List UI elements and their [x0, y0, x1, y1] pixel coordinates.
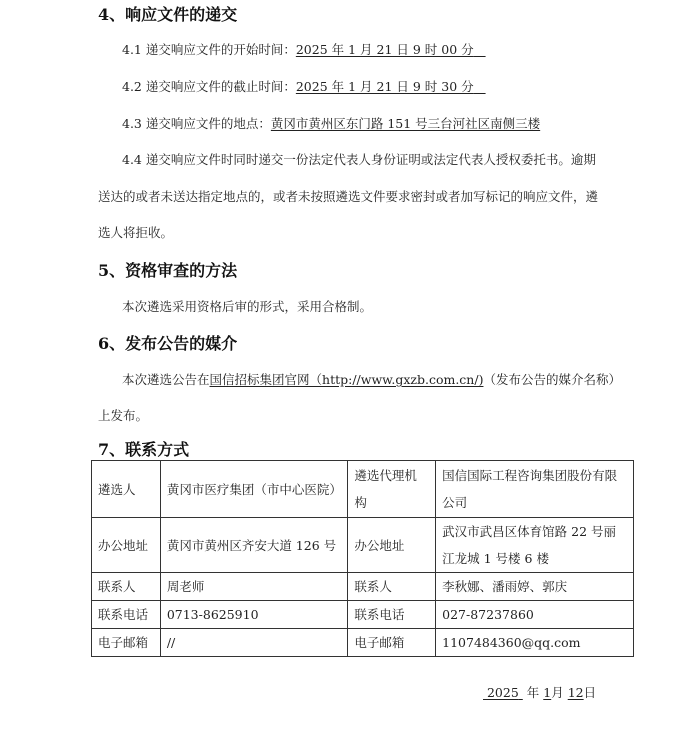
start-time-value: 2025 年 1 月 21 日 9 时 00 分: [295, 42, 474, 57]
cell-label: 联系电话: [92, 601, 161, 629]
cell-value: 周老师: [160, 573, 348, 601]
date-day: 12: [567, 685, 584, 700]
section-5-heading: 5、资格审查的方法: [98, 261, 238, 280]
cell-value: 李秋娜、潘雨婷、郭庆: [436, 573, 634, 601]
table-row: [92, 629, 634, 657]
text-pre: 本次遴选公告在: [122, 372, 210, 387]
section-6-text: [122, 372, 621, 388]
date-month: 1: [543, 685, 552, 700]
cell-label: 电子邮箱: [92, 629, 161, 657]
section-5-text: 本次遴选采用资格后审的形式，采用合格制。: [122, 299, 373, 314]
signature-date: [483, 683, 596, 701]
section-6-heading: 6、发布公告的媒介: [98, 334, 238, 353]
cell-label: 办公地址: [92, 518, 161, 573]
end-time-line: [122, 79, 486, 95]
end-time-label: 4.2 递交响应文件的截止时间：: [122, 79, 296, 94]
table-row: [92, 461, 634, 518]
location-value: 黄冈市黄州区东门路 151 号三台河社区南侧三楼: [270, 116, 541, 131]
section-4-heading: 4、响应文件的递交: [98, 5, 238, 24]
start-time-line: [122, 42, 486, 58]
table-row: [92, 601, 634, 629]
cell-label: 联系人: [92, 573, 161, 601]
month-char: 月: [551, 685, 564, 700]
end-time-value: 2025 年 1 月 21 日 9 时 30 分: [295, 79, 474, 94]
table-row: [92, 573, 634, 601]
location-line: [122, 116, 540, 132]
cell-value: 1107484360@qq.com: [436, 629, 634, 657]
section-7-heading: 7、联系方式: [98, 440, 190, 459]
date-year: 2025: [486, 685, 519, 700]
cell-label: 联系人: [348, 573, 436, 601]
location-label: 4.3 递交响应文件的地点：: [122, 116, 271, 131]
paragraph-4-4-line1: 4.4 递交响应文件时同时递交一份法定代表人身份证明或法定代表人授权委托书。逾期: [122, 152, 596, 167]
contact-table: [91, 460, 634, 657]
paragraph-4-4-line2: 送达的或者未送达指定地点的，或者未按照遴选文件要求密封或者加写标记的响应文件，遴: [98, 189, 599, 204]
media-link[interactable]: 国信招标集团官网（http://www.gxzb.com.cn/): [209, 372, 484, 387]
day-char: 日: [583, 685, 597, 700]
cell-label: 办公地址: [348, 518, 436, 573]
cell-value: 027-87237860: [436, 601, 634, 629]
cell-value: //: [160, 629, 348, 657]
cell-label: 电子邮箱: [348, 629, 436, 657]
cell-label: 联系电话: [348, 601, 436, 629]
cell-value: 黄冈市医疗集团（市中心医院）: [160, 461, 348, 518]
cell-value: 国信国际工程咨询集团股份有限公司: [436, 461, 634, 518]
cell-value: 武汉市武昌区体育馆路 22 号丽江龙城 1 号楼 6 楼: [436, 518, 634, 573]
start-time-label: 4.1 递交响应文件的开始时间：: [122, 42, 296, 57]
cell-value: 0713-8625910: [160, 601, 348, 629]
table-row: [92, 518, 634, 573]
cell-label: 遴选人: [92, 461, 161, 518]
section-6-line2: 上发布。: [98, 408, 149, 423]
year-char: 年: [526, 685, 540, 700]
cell-value: 黄冈市黄州区齐安大道 126 号: [160, 518, 348, 573]
cell-label: 遴选代理机构: [348, 461, 436, 518]
text-post: （发布公告的媒介名称）: [483, 372, 621, 387]
paragraph-4-4-line3: 选人将拒收。: [98, 225, 174, 240]
